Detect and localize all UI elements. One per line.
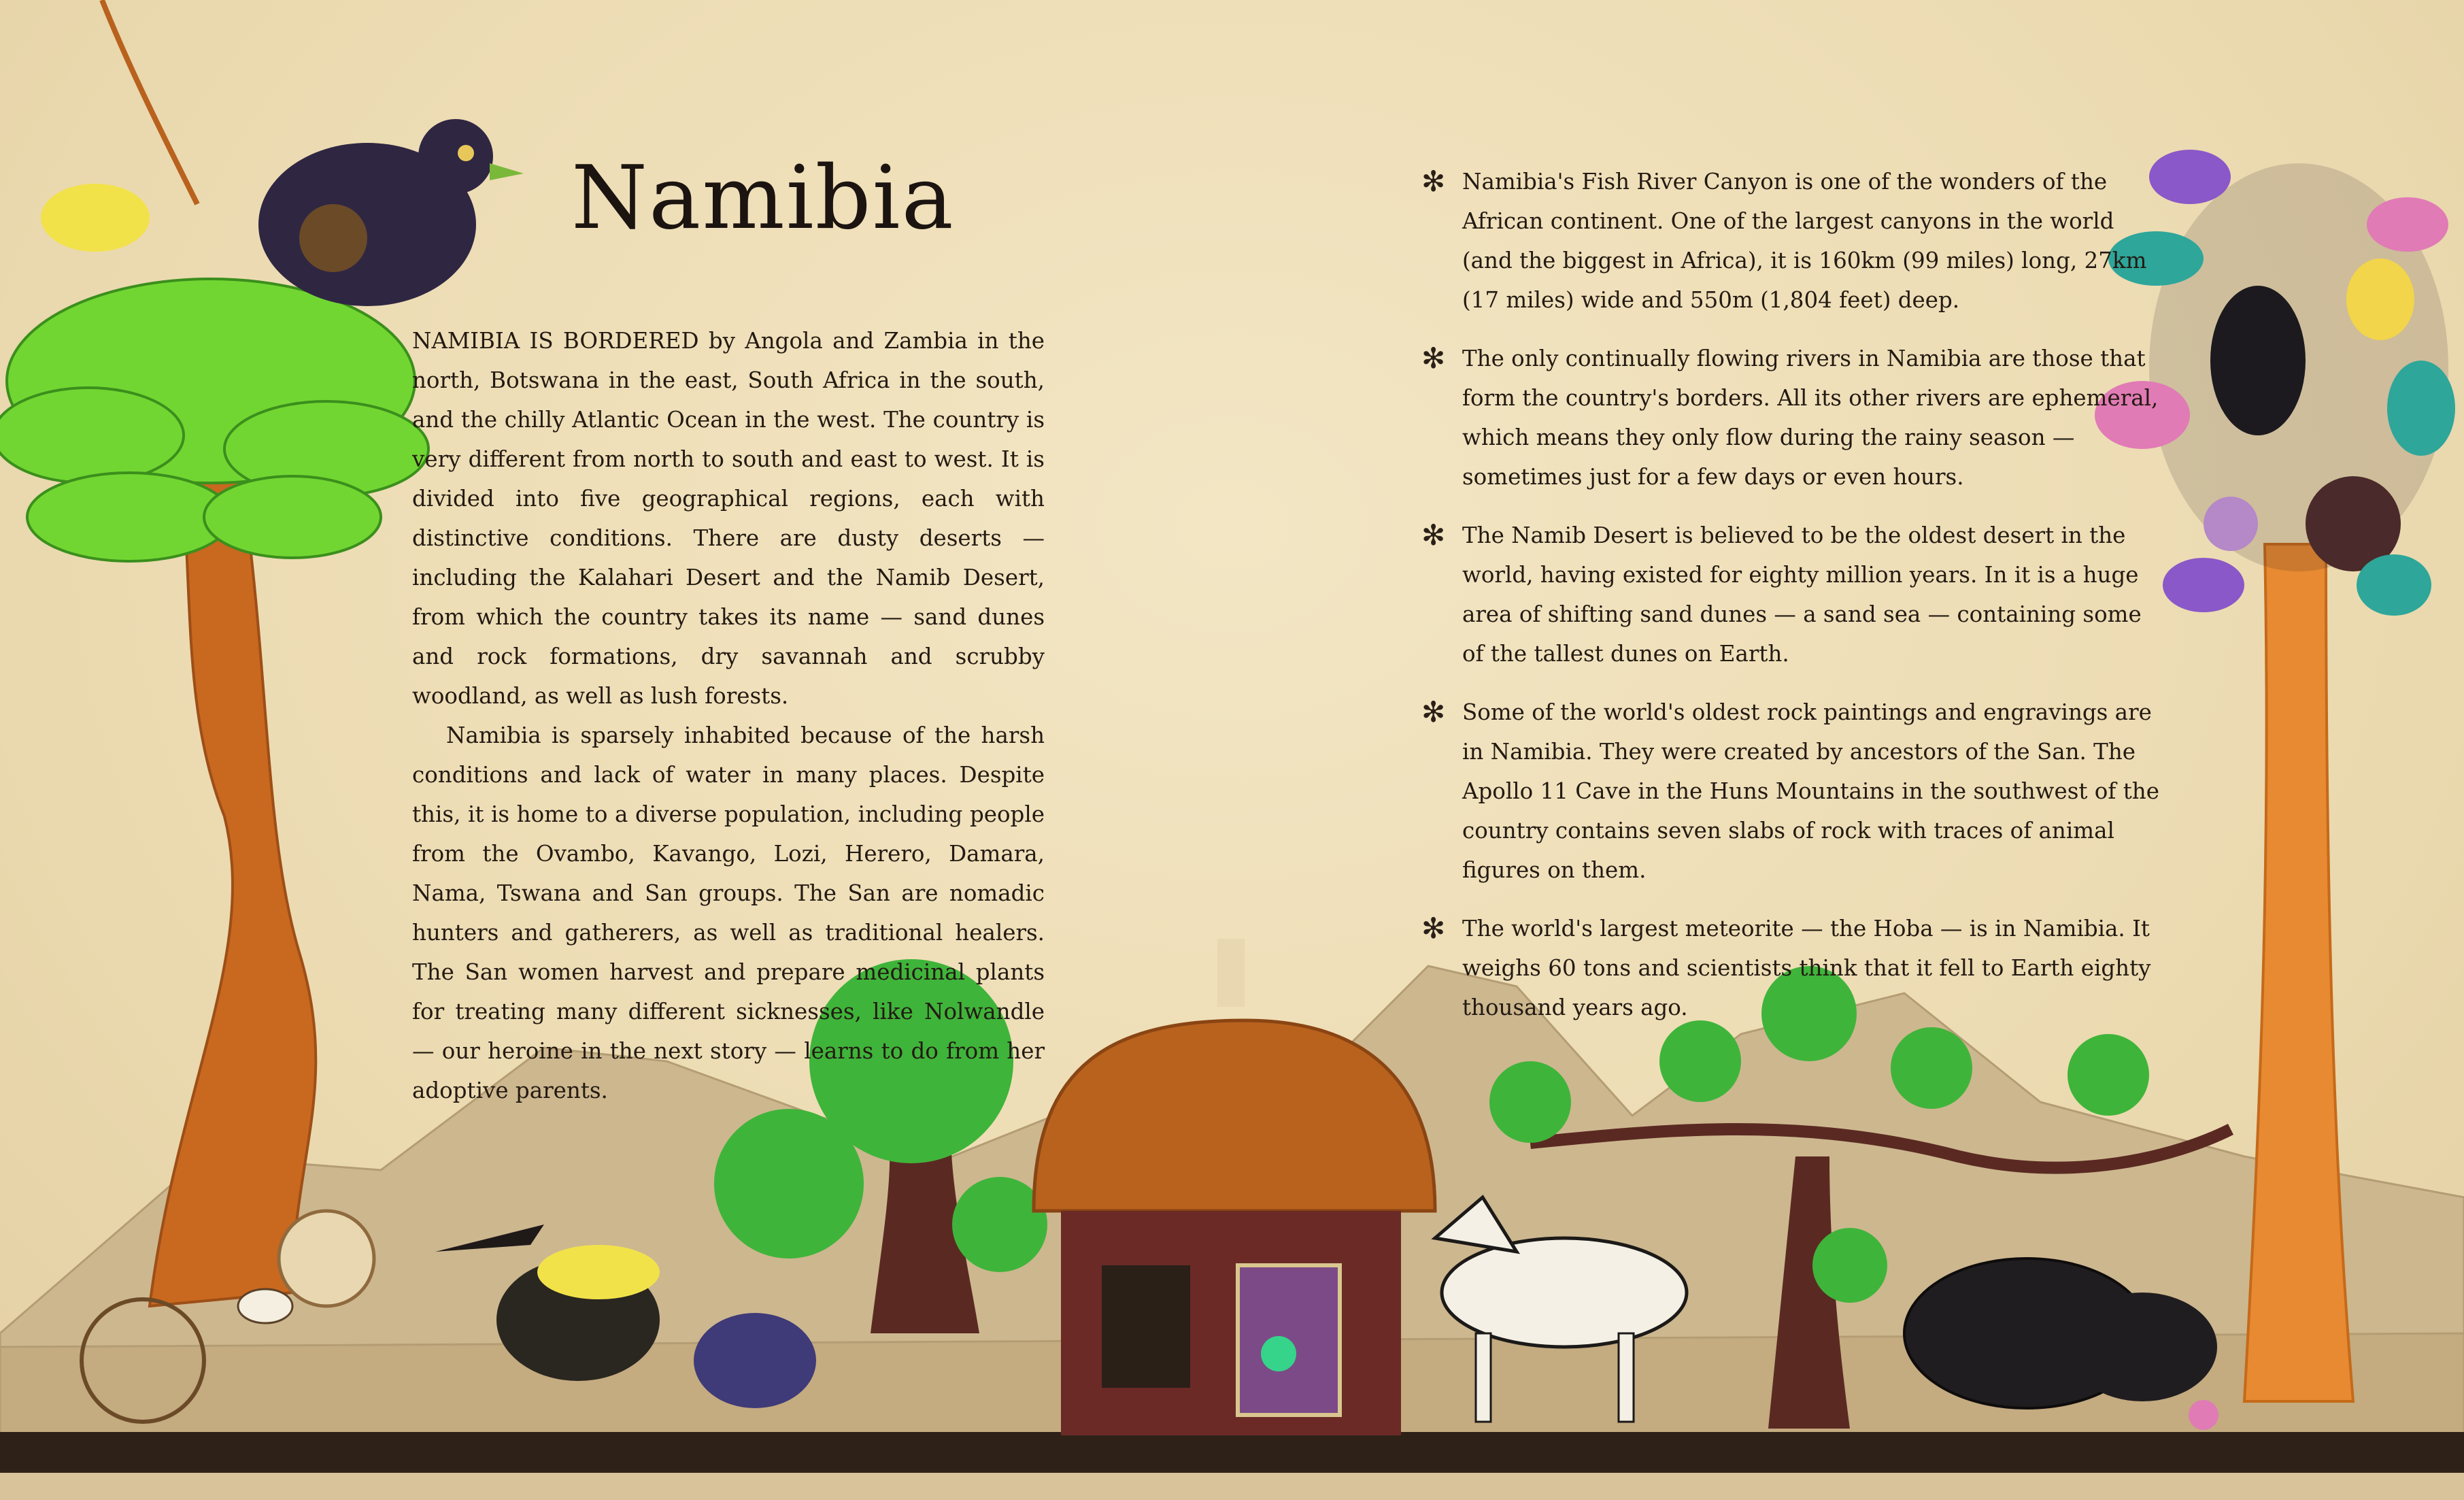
fact-item (1421, 162, 2170, 320)
hut (1034, 939, 1435, 1435)
fact-text: The world's largest meteorite — the Hoba — is in Namibia. It weighs 60 tons and scientists think that it fell to Earth eighty thousand years ago. (1462, 916, 2151, 1020)
intro-text (412, 321, 1045, 1110)
intro-paragraph-2: Namibia is sparsely inhabited because of the harsh conditions and lack of water in many places. Despite this, it is home to a diverse population, including people from the Ovambo, Kavango, Lozi, Herero, Damara, Nama, Tswana and San groups. The San are nomadic hunters and gatherers, as well as traditional healers. The San women harvest and prepare medicinal plants for treating many different sicknesses, like Nolwandle — our heroine in the next story — learns to do from her adoptive parents. (412, 722, 1045, 1103)
fact-item (1421, 693, 2170, 890)
facts-list (1421, 162, 2170, 1046)
page-title: Namibia (571, 148, 955, 249)
fact-text: The only continually flowing rivers in Namibia are those that form the country's borders. All its other rivers are ephemeral, which means they only flow during the rainy season — sometimes just for a few days or even hours. (1462, 346, 2159, 490)
asterisk-bullet-icon: ✻ (1421, 695, 1446, 729)
asterisk-bullet-icon: ✻ (1421, 912, 1446, 945)
asterisk-bullet-icon: ✻ (1421, 165, 1446, 198)
dark-bird (258, 119, 524, 306)
fact-text: Namibia's Fish River Canyon is one of the wonders of the African continent. One of the largest canyons in the world (and the biggest in Africa), it is 160km (99 miles) long, 27km (17 miles) wide and 550m (1,804 feet) deep. (1462, 169, 2147, 313)
asterisk-bullet-icon: ✻ (1421, 518, 1446, 552)
fact-text: Some of the world's oldest rock paintings and engravings are in Namibia. They were created by ancestors of the San. The Apollo 11 Cave in the Huns Mountains in the southwest of the country contains seven slabs of rock with traces of animal figures on them. (1462, 699, 2159, 883)
fact-item (1421, 516, 2170, 673)
beaded-border (0, 1432, 2464, 1500)
fact-item (1421, 909, 2170, 1027)
fact-text: The Namib Desert is believed to be the oldest desert in the world, having existed for eighty million years. In it is a huge area of shifting sand dunes — a sand sea — containing some of the tallest dunes on Earth. (1462, 522, 2142, 667)
fact-item (1421, 339, 2170, 497)
asterisk-bullet-icon: ✻ (1421, 341, 1446, 375)
intro-paragraph-1: NAMIBIA IS BORDERED by Angola and Zambia in the north, Botswana in the east, South Africa in the south, and the chilly Atlantic Ocean in the west. The country is very different from north to south and east to west. It is divided into five geographical regions, each with distinctive conditions. There are dusty deserts — including the Kalahari Desert and the Namib Desert, from which the country takes its name — sand dunes and rock formations, dry savannah and scrubby woodland, as well as lush forests. (412, 328, 1045, 709)
